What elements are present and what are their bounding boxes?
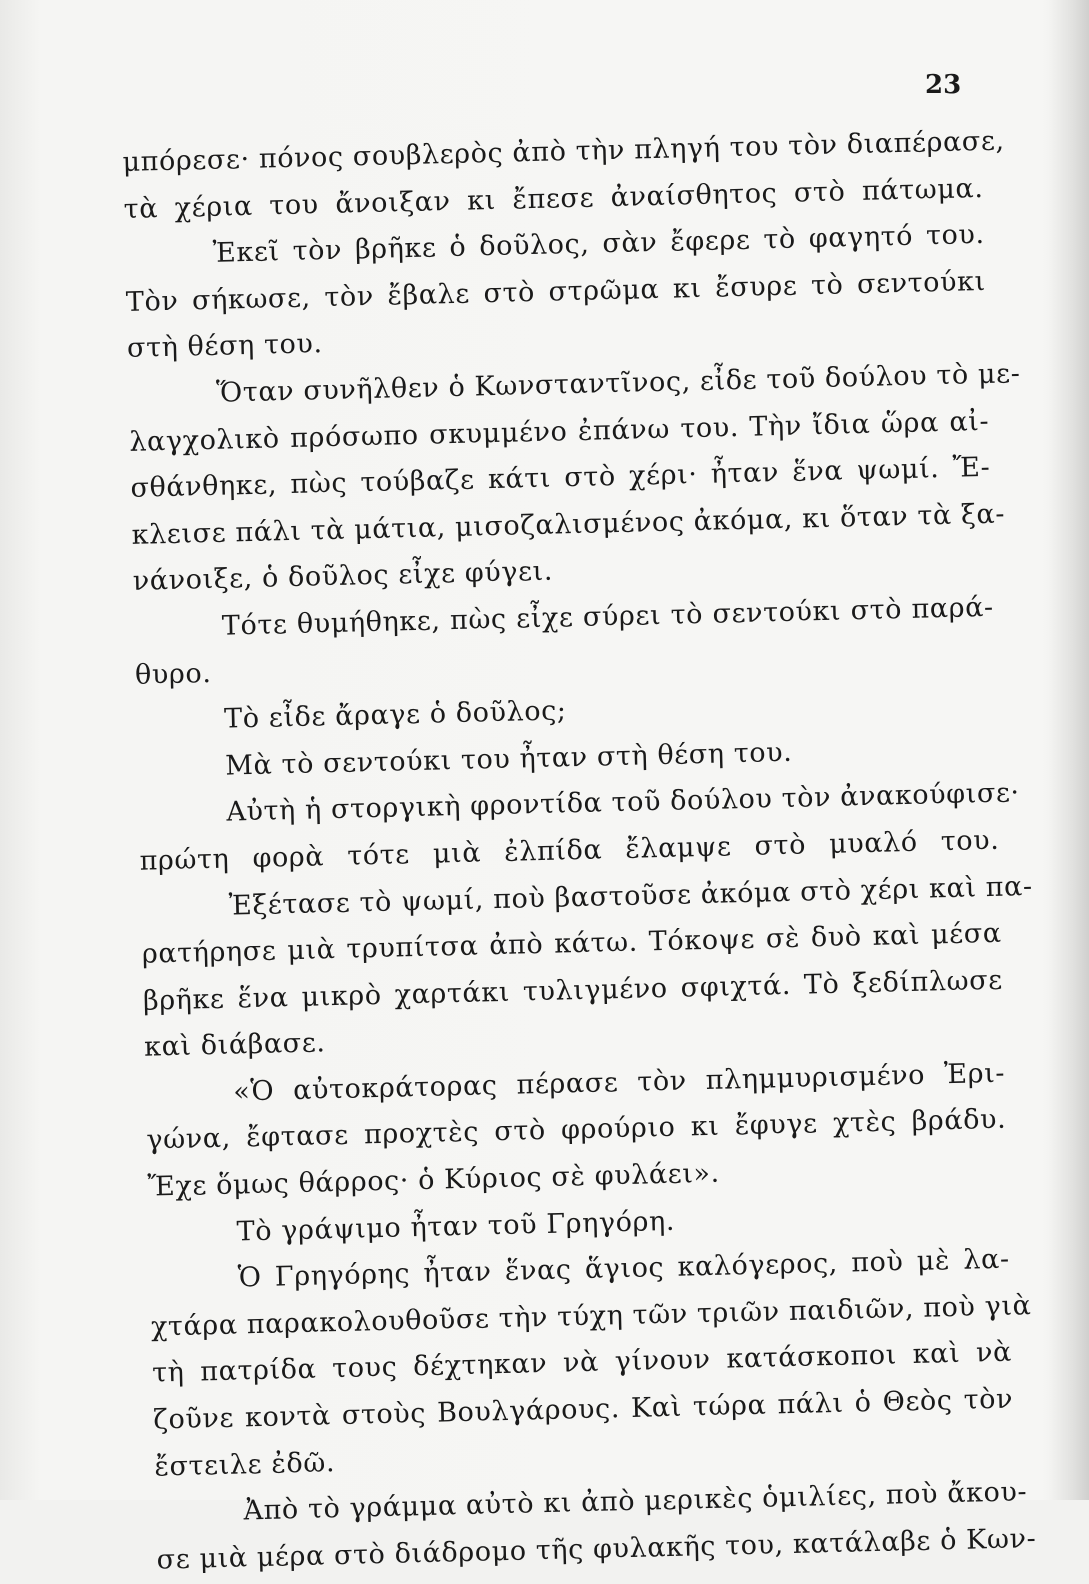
text-line: Ἐκεῖ τὸν βρῆκε ὁ δοῦλος, σὰν ἔφερε τὸ φαγητό του. (212, 219, 985, 269)
text-line: στὴ θέση του. (126, 328, 323, 365)
text-line: λαγχολικὸ πρόσωπο σκυμμένο ἐπάνω του. Τὴν ἴδια ὥρα αἰ- (129, 405, 990, 458)
text-line: κλεισε πάλι τὰ μάτια, μισοζαλισμένος ἀκόμα, κι ὅταν τὰ ξα- (131, 498, 1006, 551)
body-text (122, 119, 1037, 1584)
page-number: 23 (925, 70, 962, 100)
text-line: Μὰ τὸ σεντούκι του ἦταν στὴ θέση του. (224, 736, 793, 782)
text-line: ἔστειλε ἐδῶ. (154, 1446, 336, 1483)
text-line: Τὸν σήκωσε, τὸν ἔβαλε στὸ στρῶμα κι ἔσυρε τὸ σεντούκι (125, 265, 987, 318)
text-line: Ἐξέτασε τὸ ψωμί, ποὺ βαστοῦσε ἀκόμα στὸ χέρι καὶ πα- (228, 870, 1033, 922)
text-line: ζοῦνε κοντὰ στοὺς Βουλγάρους. Καὶ τώρα πάλι ὁ Θεὸς τὸν (152, 1383, 1014, 1436)
text-line: Τὸ εἶδε ἄραγε ὁ δοῦλος; (223, 695, 567, 735)
text-line: τὴ πατρίδα τους δέχτηκαν νὰ γίνουν κατάσκοποι καὶ νὰ (151, 1337, 1013, 1390)
text-line: τὰ χέρια του ἄνοιξαν κι ἔπεσε ἀναίσθητος στὸ πάτωμα. (123, 172, 984, 225)
text-line: σε μιὰ μέρα στὸ διάδρομο τῆς φυλακῆς του, κατάλαβε ὁ Κων- (156, 1522, 1037, 1576)
text-line: πρώτη φορὰ τότε μιὰ ἐλπίδα ἔλαμψε στὸ μυαλό του. (139, 824, 1000, 877)
text-line: μπόρεσε· πόνος σουβλερὸς ἀπὸ τὴν πληγή του τὸν διαπέρασε, (122, 125, 1006, 178)
text-line: σθάνθηκε, πὼς τούβαζε κάτι στὸ χέρι· ἦταν ἕνα ψωμί. Ἔ- (130, 452, 991, 505)
text-line: καὶ διάβασε. (143, 1027, 326, 1064)
text-line: βρῆκε ἕνα μικρὸ χαρτάκι τυλιγμένο σφιχτά. Τὸ ξεδίπλωσε (142, 964, 1004, 1017)
text-line: Ἔχε ὅμως θάρρος· ὁ Κύριος σὲ φυλάει». (147, 1157, 721, 1203)
text-line: χτάρα παρακολουθοῦσε τὴν τύχη τῶν τριῶν παιδιῶν, ποὺ γιὰ (150, 1289, 1032, 1343)
text-line: «Ὁ αὐτοκράτορας πέρασε τὸν πλημμυρισμένο Ἐρι- (232, 1057, 1006, 1108)
text-line: Ὁ Γρηγόρης ἦταν ἕνας ἅγιος καλόγερος, ποὺ μὲ λα- (237, 1243, 1010, 1294)
text-line: Ἀπὸ τὸ γράμμα αὐτὸ κι ἀπὸ μερικὲς ὁμιλίες, ποὺ ἄκου- (243, 1476, 1028, 1527)
page-binding-shadow (1048, 0, 1089, 1500)
text-line: Ὅταν συνῆλθεν ὁ Κωνσταντῖνος, εἶδε τοῦ δούλου τὸ με- (215, 358, 1021, 409)
text-line: ρατήρησε μιὰ τρυπίτσα ἀπὸ κάτω. Τόκοψε σὲ δυὸ καὶ μέσα (141, 917, 1003, 970)
text-line: Αὐτὴ ἡ στοργικὴ φροντίδα τοῦ δούλου τὸν ἀνακούφισε· (226, 777, 1021, 828)
text-line: Τότε θυμήθηκε, πὼς εἶχε σύρει τὸ σεντούκι στὸ παρά- (221, 591, 995, 642)
text-line: νάνοιξε, ὁ δοῦλος εἶχε φύγει. (132, 555, 554, 598)
text-line: γώνα, ἔφτασε προχτὲς στὸ φρούριο κι ἔφυγε χτὲς βράδυ. (146, 1104, 1007, 1157)
text-line: Τὸ γράψιμο ἦταν τοῦ Γρηγόρη. (236, 1205, 676, 1248)
text-line: θυρο. (134, 657, 212, 691)
